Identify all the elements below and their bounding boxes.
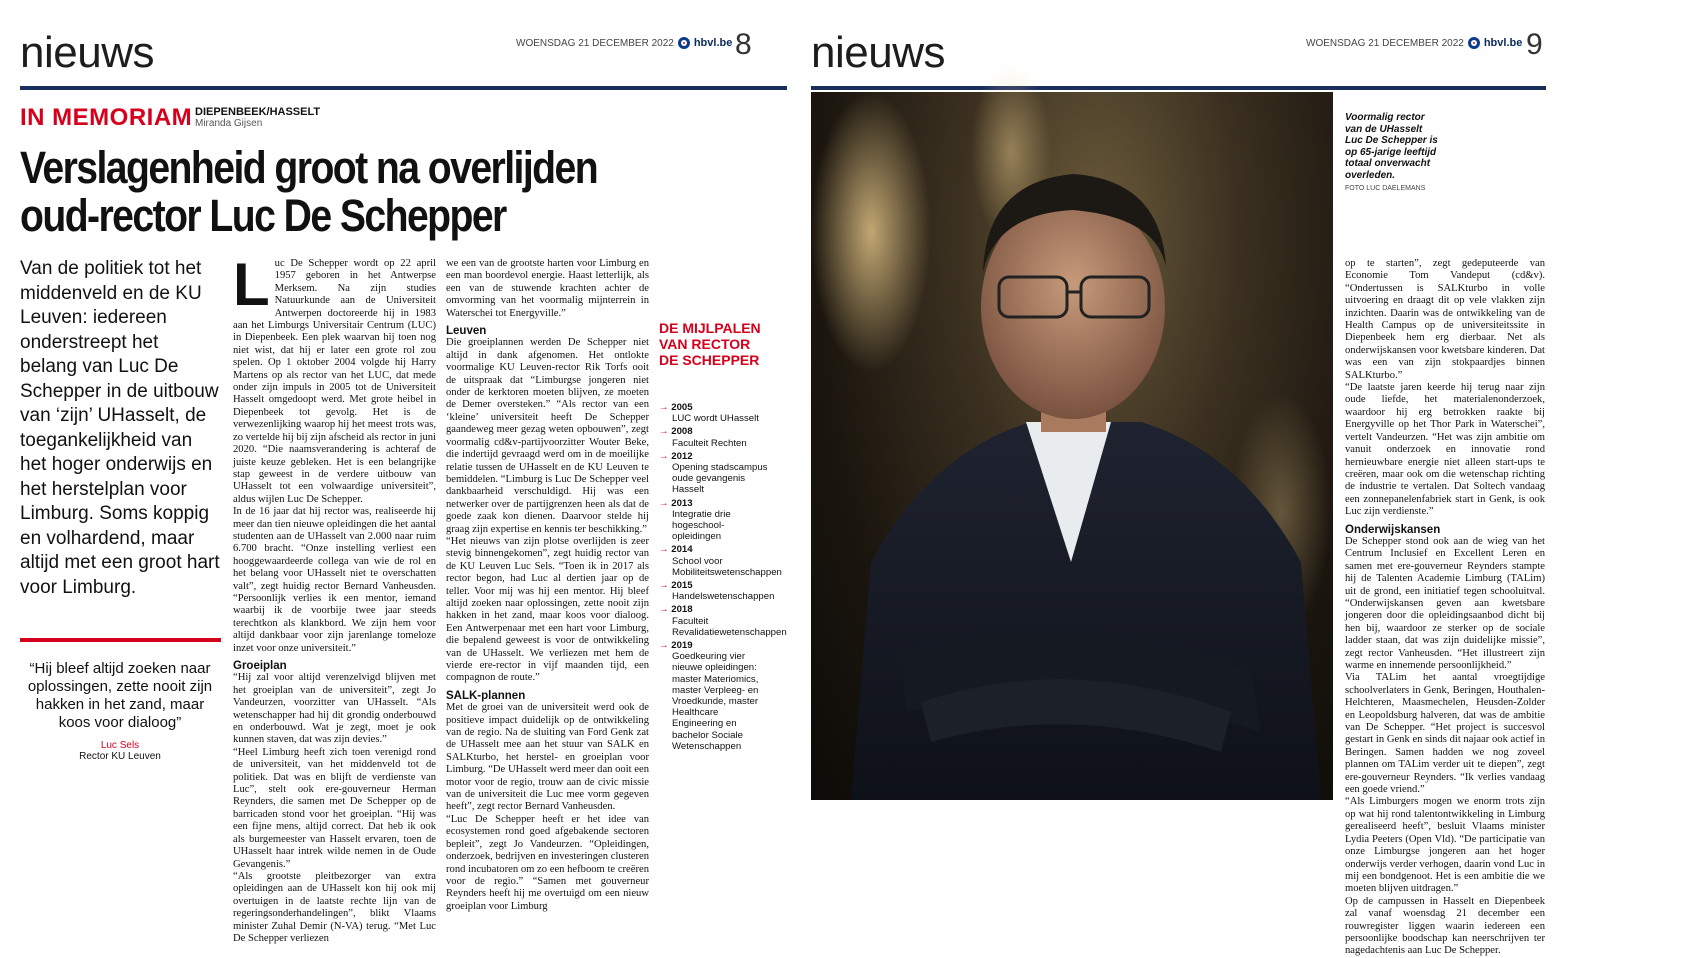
milestone-item: [659, 640, 769, 752]
milestone-text: LUC wordt UHasselt: [672, 413, 759, 425]
milestone-item: [659, 580, 775, 603]
logo-text-left: hbvl.be: [693, 37, 733, 49]
quote-rule: [20, 638, 221, 642]
dateline-place: DIEPENBEEK/HASSELT: [195, 106, 321, 118]
subheading: Onderwijskansen: [1345, 523, 1441, 536]
photo-caption: Voormalig rector van de UHasselt Luc De Schepper is op 65-jarige leeftijd totaal onverwacht overleden.: [1345, 112, 1438, 181]
milestone-year: → 2008: [659, 426, 769, 437]
body-column-3: [1345, 258, 1545, 957]
milestones-list: [659, 402, 787, 752]
hbvl-logo-icon: [678, 37, 690, 49]
portrait-illustration: [811, 92, 1333, 800]
milestone-year: → 2013: [659, 498, 769, 509]
kicker: IN MEMORIAM: [20, 104, 193, 131]
photo-credit: FOTO LUC DAELEMANS: [1345, 184, 1426, 192]
subheading: Leuven: [446, 325, 487, 338]
milestone-text: Goedkeuring vier nieuwe opleidingen: master Materiomics, master Verpleeg- en Vroedkunde, master Healthcare Engineering en bachelor Sociale Wetenschappen: [672, 651, 759, 752]
body-paragraph: Met de groei van de universiteit werd ook de positieve impact duidelijk op de ontwikkeling van de regio. Na de sluiting van Ford Genk zat de UHasselt mee aan het stuur van SALK en SALKturbo, het herstel- en groeiplan voor Limburg. “De UHasselt werd meer dan ooit een motor voor de regio, trouw aan de civic missie van de universiteit die Luc mee vorm gegeven heeft”, zegt rector Bernard Vanheusden.: [446, 702, 649, 813]
milestone-year: → 2019: [659, 640, 769, 651]
milestone-text: School voor Mobiliteitswetenschappen: [672, 555, 782, 578]
lead-text: uc De Schepper wordt op 22 april 1957 geboren in het Antwerpse Merksem. Na zijn studies Natuurkunde aan de Universiteit Antwerpen doctoreerde hij in 1983 aan het Limburgs Universitair Centrum (LUC) in Diepenbeek. Een plek waarvan hij toen nog niet wist, dat hij er later een grote rol zou spelen. Op 1 oktober 2004 volgde hij Harry Martens op als rector van het LUC, dat mede onder zijn impuls in 2005 tot de Universiteit Hasselt omgedoopt werd. Met grote heibel in Diepenbeek tot gevolg. Het is de verwezenlijking waarop hij het meest trots was, zo vertelde hij bij zijn afscheid als rector in juni 2020. “Die naamsverandering is achteraf de juiste keuze gebleken. Het is een belangrijke stap geweest in de verdere uitbouw van UHasselt tot een volwaardige universiteit”, aldus wijlen Luc De Schepper.: [233, 258, 436, 505]
body-paragraph: “Heel Limburg heeft zich toen verenigd rond de universiteit, van het middenveld tot de politiek. Dat was en blijft de verdienste van Luc”, stelt ook ere-gouverneur Herman Reynders, die samen met De Schepper op de barricaden stond voor het groeiplan. “Hij was een fijne mens, altijd correct. Dat heb ik ook als burgemeester van Hasselt ervaren, toen de UHasselt haar intrek wilde nemen in de Oude Gevangenis.”: [233, 746, 436, 870]
milestone-item: [659, 402, 769, 424]
milestone-year: → 2012: [659, 451, 769, 462]
photo-caption-block: [1345, 112, 1440, 192]
body-paragraph: “De laatste jaren keerde hij terug naar zijn oude liefde, het materialenonderzoek, waardoor hij erg betrokken raakte bij Energyville op het Thor Park in Waterschei”, vertelt Vandeurzen. “Het was zijn ambitie om vanuit onderzoek en innovatie rond hernieuwbare energie niet alleen start-ups te creëren, maar ook om die wetenschap richting de industrie te vertalen. Dat Soltech vandaag een zonnepanelenfabriek start in Genk, is ook Luc zijn verdienste.”: [1345, 382, 1545, 518]
top-rule-right: [811, 86, 1546, 90]
body-paragraph: Via TALim het aantal vroegtijdige schoolverlaters in Genk, Beringen, Houthalen-Helchteren, Maasmechelen, Heusden-Zolder en Leopoldsburg halveren, dat was de ambitie van De Schepper. “Het project is succesvol gestart in Genk en sinds dit najaar ook actief in Beringen. Samen hadden we nog zoveel plannen om TALim verder uit te diepen”, zegt ere-gouverneur Reynders. “Ik verlies vandaag een goede vriend.”: [1345, 672, 1545, 796]
subheading: SALK-plannen: [446, 689, 526, 702]
headline: [20, 144, 716, 240]
quote-text: “Hij bleef altijd zoeken naar oplossingen, zette nooit zijn hakken in het zand, maar koos voor dialoog”: [27, 660, 213, 731]
body-paragraph: Die groeiplannen werden De Schepper niet altijd in dank afgenomen. Het ontlokte voormalige KU Leuven-rector Rik Torfs ooit de uitspraak dat “Limburgse jongeren niet onder de kerktoren moeten blijven, ze moeten de Demer oversteken.” “Als rector van een ‘kleine’ universiteit heeft De Schepper gaandeweg meer gezag weten opbouwen”, zegt voormalig cd&v-partijvoorzitter Wouter Beke, die indertijd gevraagd werd om in de moeilijke relatie tussen de UHasselt en de KU Leuven te bemiddelen. “Limburg is Luc De Schepper veel dankbaarheid verschuldigd. Hij was een netwerker over de partijgrenzen heen als dat de goede zaak kon dienen. Daarvoor stelde hij graag zijn expertise en kennis ter beschikking.”: [446, 337, 649, 535]
page-number-left: 8: [735, 28, 752, 61]
section-label-right: nieuws: [811, 28, 945, 77]
body-paragraph: “Luc De Schepper heeft er het idee van ecosystemen rond goed afgebakende sectoren bepleit”, zegt Jo Vandeurzen. “Opleidingen, onderzoek, bedrijven en investeringen clusteren rond incubatoren om zo een hefboom te creëren voor de regio.” “Samen met gouverneur Reynders heeft hij me overtuigd om een nieuw groeiplan voor Limburg: [446, 813, 649, 912]
subheading: Groeiplan: [233, 660, 287, 672]
milestones-title: DE MIJLPALEN VAN RECTOR DE SCHEPPER: [659, 320, 761, 368]
milestone-text: Faculteit Rechten: [672, 437, 747, 449]
quote-role: Rector KU Leuven: [79, 751, 161, 762]
logo-text-right: hbvl.be: [1483, 37, 1523, 49]
body-paragraph: op te starten”, zegt gedeputeerde van Economie Tom Vandeput (cd&v). “Ondertussen is SALKturbo in volle uitvoering en draagt dit op vele vlakken zijn inzichten. Daarin was de ontwikkeling van de Health Campus op de universiteitssite in Diepenbeek hem erg dierbaar. Net als onderwijskansen voor kwetsbare kinderen. Dat was een van zijn stokpaardjes binnen SALKturbo.”: [1345, 258, 1545, 381]
body-paragraph: Op de campussen in Hasselt en Diepenbeek zal vanaf woensdag 21 december een rouwregister liggen waarin iedereen een persoonlijke boodschap kan neerschrijven ter nagedachtenis aan Luc De Schepper.: [1345, 895, 1545, 957]
byline: [195, 106, 320, 129]
drop-cap: L: [233, 251, 270, 318]
milestones-box: [659, 320, 787, 754]
date-left: WOENSDAG 21 DECEMBER 2022: [516, 37, 674, 49]
milestone-year: → 2018: [659, 604, 769, 615]
top-rule-left: [20, 86, 787, 90]
author: Miranda Gijsen: [195, 118, 263, 129]
milestone-item: [659, 451, 769, 496]
milestone-item: [659, 498, 769, 543]
milestone-year: → 2015: [659, 580, 769, 591]
milestone-text: Opening stadscampus oude gevangenis Hasselt: [672, 462, 768, 496]
milestone-year: → 2014: [659, 544, 769, 555]
date-right: WOENSDAG 21 DECEMBER 2022: [1306, 37, 1464, 49]
body-paragraph: we een van de grootste harten voor Limburg en een man boordevol energie. Haast letterlijk, als een van de stuwende krachten achter de omvorming van het voormalig mijnterrein in Waterschei tot Energyville.”: [446, 258, 649, 319]
headline-line-2: oud-rector Luc De Schepper: [20, 190, 506, 241]
milestone-text: Handelswetenschappen: [672, 591, 775, 603]
milestone-item: [659, 426, 769, 448]
body-paragraph: De Schepper stond ook aan de wieg van het Centrum Inclusief en Excellent Leren en samen met ere-gouverneur Reynders stampte hij de Talenten Academie Limburg (TALim) uit de grond, een initiatief tegen schooluitval. “Onderwijskansen geven aan kwetsbare jongeren door die opleidingsaanbod dicht bij hen bij, waardoor ze sterker op de sociale ladder staan, dat was zijn duidelijke missie”, zegt rector Vanheusden. “Het illustreert zijn warme en innemende persoonlijkheid.”: [1345, 535, 1545, 671]
milestone-year: → 2005: [659, 402, 769, 413]
milestone-item: [659, 604, 787, 638]
lead-paragraph: [233, 251, 436, 506]
body-paragraph: In de 16 jaar dat hij rector was, realiseerde hij meer dan tien nieuwe opleidingen die het aantal studenten aan de UHasselt van 2.000 naar ruim 6.700 bracht. “Onze instelling verliest een hooggewaardeerde collega van wie de rol en het belang voor UHasselt niet te overschatten valt”, zegt huidig rector Bernard Vanheusden. “Persoonlijk verlies ik een mentor, iemand waarbij ik de voorbije twee jaar steeds terechtkon als klankbord. We zijn hem voor altijd dankbaar voor zijn jarenlange tomeloze inzet voor onze universiteit.”: [233, 506, 436, 654]
pull-quote: [22, 660, 218, 762]
section-label-left: nieuws: [20, 28, 154, 77]
body-column-1: [233, 251, 436, 944]
milestone-item: [659, 544, 782, 578]
headline-line-1: Verslagenheid groot na overlijden: [20, 142, 598, 193]
portrait-photo: [811, 92, 1333, 800]
body-column-2: [446, 258, 649, 912]
body-paragraph: “Als Limburgers mogen we enorm trots zijn op wat hij rond talentontwikkeling in Limburg gerealiseerd heeft”, besluit Vlaams minister Lydia Peeters (Open Vld). “De participatie van onze Limburgse jongeren aan het hoger onderwijs verder verhogen, daarin vond Luc in mij een bondgenoot. Het is een ambitie die we moeten blijven uitdragen.”: [1345, 796, 1545, 895]
hbvl-logo-icon: [1468, 37, 1480, 49]
quote-name: Luc Sels: [100, 740, 140, 751]
body-paragraph: “Het nieuws van zijn plotse overlijden is zeer stevig binnengekomen”, zegt huidig rector van de KU Leuven Luc Sels. “Toen ik in 2017 als rector begon, had Luc al dertien jaar op de teller. Voor mij was hij een mentor. Hij bleef altijd zoeken naar oplossingen, zette nooit zijn hakken in het zand, maar koos voor dialoog. Een Antwerpenaar met een hart voor Limburg, die bepalend geweest is voor de ontwikkeling van de UHasselt. We verliezen met hem de vierde ere-rector in vijf maanden tijd, een compagnon de route.”: [446, 535, 649, 684]
body-paragraph: “Als grootste pleitbezorger van extra opleidingen aan de UHasselt kon hij ook mij overtuigen in de laatste rechte lijn van de regeringsonderhandelingen”, blikt Vlaams minister Zuhal Demir (N-VA) terug. “Met Luc De Schepper verliezen: [233, 870, 436, 944]
body-paragraph: “Hij zal voor altijd verenzelvigd blijven met het groeiplan van de universiteit”, zegt Jo Vandeurzen, voorzitter van UHasselt. “Als wetenschapper had hij dit grondig onderbouwd en onderbouwd. Wat je zegt, moet je ook kunnen staven, dat was zijn devies.”: [233, 672, 436, 746]
dateline-right: [1306, 37, 1522, 49]
milestone-text: Integratie drie hogeschool-opleidingen: [672, 508, 731, 543]
dateline-left: [516, 37, 732, 49]
milestone-text: Faculteit Revalidatiewetenschappen: [672, 615, 787, 638]
intro-text: Van de politiek tot het middenveld en de KU Leuven: iedereen onderstreept het belang van Luc De Schepper in de uitbouw van ‘zijn’ UHasselt, de toegankelijkheid van het hoger onderwijs en het herstelplan voor Limburg. Soms koppig en volhardend, maar altijd met een groot hart voor Limburg.: [20, 258, 220, 598]
page-number-right: 9: [1526, 28, 1543, 61]
